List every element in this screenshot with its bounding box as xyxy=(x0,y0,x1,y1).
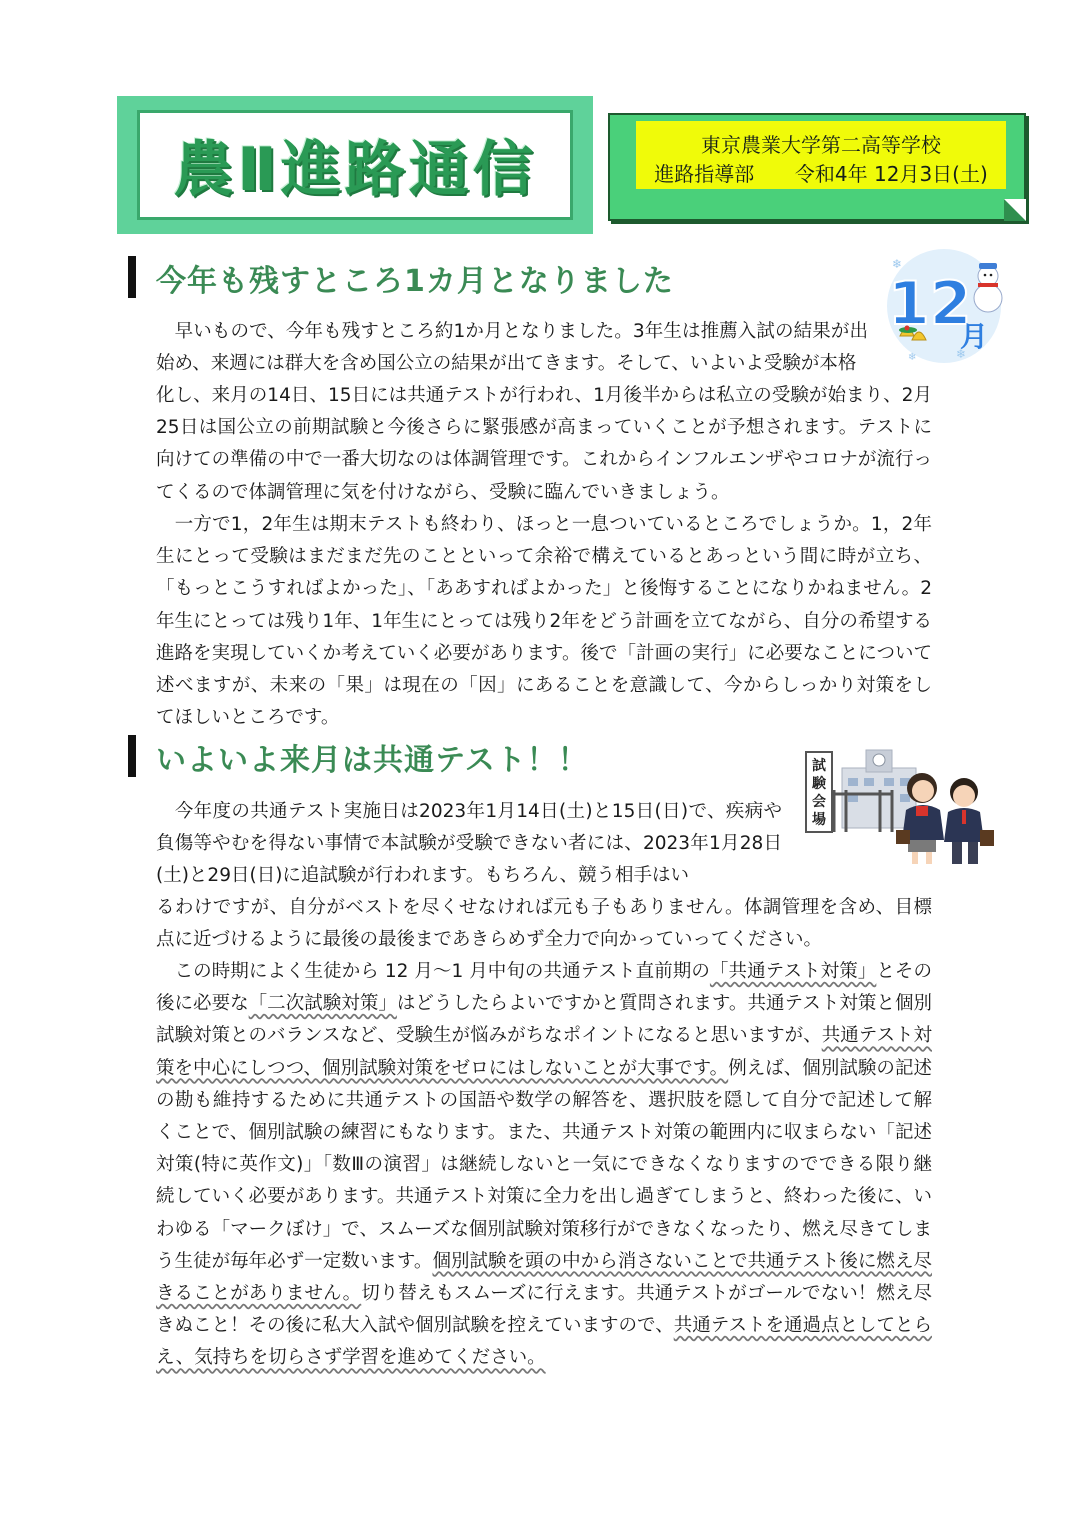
exam-hall-illustration xyxy=(804,746,994,868)
section-2-paragraph-1b xyxy=(156,892,932,956)
school-info-box xyxy=(608,113,1026,221)
underlined-text: 共通テストを通過点としてとらえ、気持ちを切らさず学習を進めてください。 xyxy=(156,1315,932,1369)
school-name: 東京農業大学第二高等学校 xyxy=(701,133,941,157)
para-text: この時期によく生徒から 12 月～1 月中旬の共通テスト直前期の xyxy=(156,961,710,982)
section-1-paragraph-1a xyxy=(156,316,868,380)
masthead-inner xyxy=(137,110,573,220)
section-1-heading: 今年も残すところ1カ月となりました xyxy=(156,264,674,299)
para-text: はどうしたらよいですかと質問されます。共通テスト対策と個別試験対策とのバランスなど、受験生が悩みがちなポイントになると思いますが、 xyxy=(156,993,932,1047)
para-text: 化し、来月の14日、15日には共通テストが行われ、1月後半からは私立の受験が始まり、2月25日は国公立の前期試験と今後さらに緊張感が高まっていくことが予想されます。テストに向けての準備の中で一番大切なのは体調管理です。これからインフルエンザやコロナが流行ってくるので体調管理に気を付けながら、受験に臨んでいきましょう。 xyxy=(156,385,932,503)
snowflake-icon: ❄ xyxy=(892,257,903,271)
svg-text:験: 験 xyxy=(812,776,826,792)
para-text: とその後に必要な xyxy=(156,961,932,1015)
department: 進路指導部 xyxy=(654,162,755,186)
svg-text:試: 試 xyxy=(812,758,826,774)
student-boy-icon xyxy=(944,778,994,864)
section-2-paragraph-1a xyxy=(156,796,782,893)
section-1-paragraph-2: 一方で1，2年生は期末テストも終わり、ほっと一息ついているところでしょうか。1，2年生にとって受験はまだまだ先のことといって余裕で構えているとあっという間に時が立ち、「もっとこうすればよかった」、「ああすればよかった」と後悔することになりかねません。2年生にとっては残り1年、1年生にとっては残り2年をどう計画を立てながら、自分の希望する進路を実現していくか考えていく必要があります。後で「計画の実行」に必要なことについて述べますが、未来の「果」は現在の「因」にあることを意識して、今からしっかり対策をしてほしいところです。 xyxy=(156,514,932,729)
para-text: るわけですが、自分がベストを尽くせなければ元も子もありません。体調管理を含め、目標点に近づけるように最後の最後まであきらめず全力で向かっていってください。 xyxy=(156,897,932,951)
svg-text:会: 会 xyxy=(812,794,826,810)
newsletter-title: 農Ⅱ進路通信 xyxy=(173,135,537,205)
badge-month-label: 月 xyxy=(960,320,989,353)
masthead-frame xyxy=(117,96,593,234)
para-text: 例えば、個別試験の記述の勘も維持するために共通テストの国語や数学の解答を、選択肢を隠して自分で記述して解くことで、個別試験の練習にもなります。また、共通テスト対策の範囲内に収まらない「記述対策(特に英作文)」「数Ⅲの演習」は継続しないと一気にできなくなりますのでできる限り継続していく必要があります。共通テスト対策に全力を出し過ぎてしまうと、終わった後に、いわゆる「マークぼけ」で、スムーズな個別試験対策移行ができなくなったり、燃え尽きてしまう生徒が毎年必ず一定数います。 xyxy=(156,1057,932,1272)
underlined-text: 個別試験を頭の中から消さないことで共通テスト後に燃え尽きることがありません。 xyxy=(156,1250,932,1305)
underlined-text: 共通テスト対策を中心にしつつ、個別試験対策をゼロにはしないことが大事です。 xyxy=(156,1025,932,1079)
section-2-heading: いよいよ来月は共通テスト！！ xyxy=(156,743,589,778)
exam-hall-graphic xyxy=(804,746,994,868)
underlined-text: 「共通テスト対策」 xyxy=(709,961,877,982)
snowflake-icon: ❄ xyxy=(956,347,967,361)
section-2-marker xyxy=(128,735,136,777)
december-badge xyxy=(878,248,1016,368)
para-text: 切り替えもスムーズに行えます。共通テストがゴールでない！燃え尽きぬこと！その後に私大入試や個別試験を控えていますので、 xyxy=(156,1283,932,1337)
badge-number: 12 xyxy=(888,269,972,339)
department-and-date xyxy=(636,158,1006,187)
page-curl xyxy=(1004,199,1026,221)
snowflake-icon: ❄ xyxy=(908,352,917,363)
section-2-paragraph-2 xyxy=(156,956,932,1375)
december-badge-graphic xyxy=(878,248,1016,368)
svg-text:場: 場 xyxy=(812,812,826,828)
issue-date: 令和4年 12月3日(土) xyxy=(794,162,988,186)
section-1-paragraph-1b xyxy=(156,380,932,509)
section-1-marker xyxy=(128,256,136,298)
para-text: 今年度の共通テスト実施日は2023年1月14日(土)と15日(日)で、疾病や負傷等やむを得ない事情で本試験が受験できない者には、2023年1月28日(土)と29日(日)に追試験が行われます。もちろん、競う相手はい xyxy=(156,801,782,887)
school-info-highlight xyxy=(636,121,1006,189)
underlined-text: 「二次試験対策」 xyxy=(248,993,397,1015)
para-text: 早いもので、今年も残すところ約1か月となりました。3年生は推薦入試の結果が出始め、来週には群大を含め国公立の結果が出てきます。そして、いよいよ受験が本格 xyxy=(156,321,868,375)
